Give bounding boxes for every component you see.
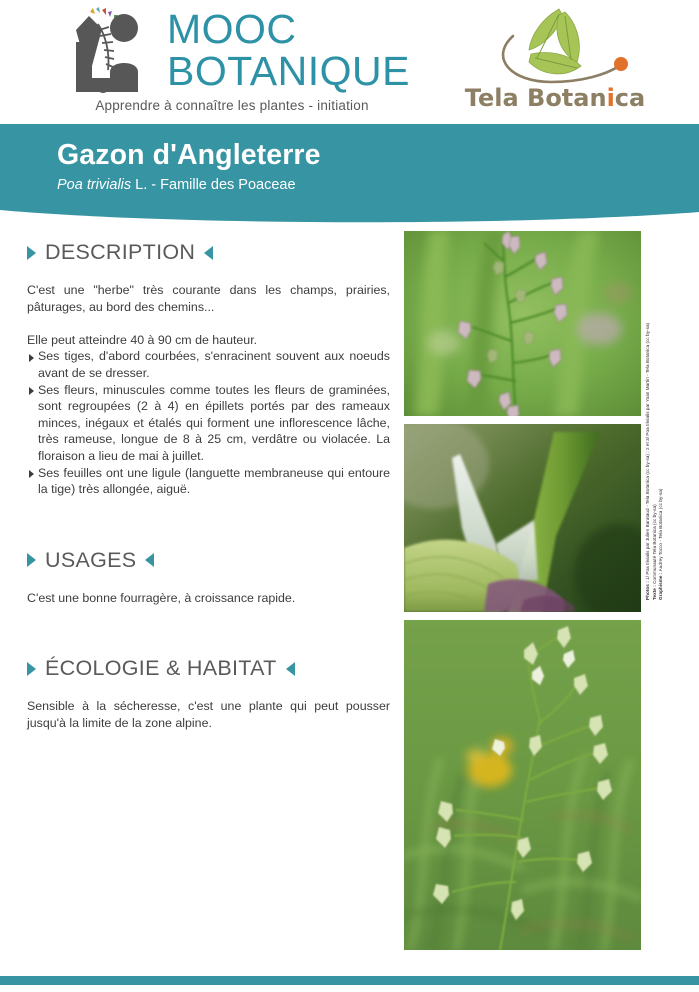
mooc-tagline: Apprendre à connaître les plantes - initiation — [95, 98, 369, 113]
section-body-ecologie-habitat — [27, 698, 390, 731]
mooc-wordmark — [167, 8, 410, 92]
credit-label-texte: Texte : — [651, 583, 657, 600]
section-usages — [27, 548, 390, 607]
photo-3-graphic — [404, 620, 641, 950]
section-description — [27, 240, 390, 498]
title-banner — [0, 124, 699, 224]
section-heading-ecologie-habitat — [27, 656, 390, 681]
arrow-left-icon — [204, 246, 213, 260]
arrow-right-icon — [27, 246, 36, 260]
paragraph: Sensible à la sécheresse, c'est une plante qui peut pousser jusqu'à la limite de la zone alpine. — [27, 699, 390, 730]
credit-line-texte — [652, 250, 659, 600]
main-content-column — [27, 240, 390, 732]
arrow-left-icon — [145, 553, 154, 567]
section-title-usages: USAGES — [45, 547, 137, 572]
section-body-usages — [27, 590, 390, 607]
page-subtitle — [57, 175, 617, 195]
tela-wordmark-accent: i — [606, 84, 615, 112]
mooc-wordmark-line1: MOOC — [167, 6, 297, 52]
tela-leaf-icon — [473, 6, 638, 88]
banner-text-block — [57, 138, 617, 195]
mooc-botanique-logo — [62, 6, 410, 118]
bullet-item: Ses feuilles ont une ligule (languette membraneuse qui entoure la tige) très allongée, aiguë. — [27, 465, 390, 498]
paragraph-spacer — [27, 315, 390, 332]
plant-photo-inflorescence — [404, 231, 641, 416]
mooc-wordmark-line2: BOTANIQUE — [167, 48, 410, 94]
credit-label-photos: Photos : — [645, 579, 650, 600]
photo-1-graphic — [404, 231, 641, 416]
section-heading-description — [27, 240, 390, 265]
section-heading-usages — [27, 548, 390, 573]
photo-credits — [645, 250, 665, 600]
section-body-description — [27, 282, 390, 498]
credit-line-photos — [645, 250, 652, 600]
credit-text-photos: 1/ Poa trivialis par Julien Barataud - Tela Botanica (cc by-sa) ; 2 et 3/ Poa trivialis par Yoan Martin - Tela Botanica (cc by-sa) — [645, 322, 650, 580]
paragraph: Elle peut atteindre 40 à 90 cm de hauteur. — [27, 332, 258, 347]
credit-label-graphisme: Graphisme : — [658, 571, 664, 600]
arrow-right-icon — [27, 662, 36, 676]
credit-text-graphisme: Audrey Tocco - Tela Botanica (cc by-sa) — [658, 488, 664, 572]
paragraph: C'est une "herbe" très courante dans les champs, prairies, pâturages, au bord des chemins... — [27, 283, 390, 314]
bullet-item: Ses tiges, d'abord courbées, s'enracinent souvent aux noeuds avant de se dresser. — [27, 348, 390, 381]
section-title-ecologie-habitat: ÉCOLOGIE & HABITAT — [45, 656, 277, 681]
section-ecologie-habitat — [27, 656, 390, 731]
paragraph: C'est une bonne fourragère, à croissance rapide. — [27, 590, 296, 605]
tela-wordmark-part2: ca — [614, 84, 646, 112]
tela-wordmark-part1: Tela Botan — [464, 84, 607, 112]
section-title-description: DESCRIPTION — [45, 240, 196, 264]
page-title: Gazon d'Angleterre — [57, 139, 321, 171]
arrow-right-icon — [27, 553, 36, 567]
plant-photo-ligule-closeup — [404, 424, 641, 612]
tela-botanica-logo — [455, 6, 655, 118]
plant-photo-whole-plant — [404, 620, 641, 950]
scientific-name: Poa trivialis — [57, 177, 132, 193]
mooc-logo-mark — [62, 6, 162, 98]
footer-bar — [0, 976, 699, 985]
photo-2-graphic — [404, 424, 641, 612]
page-header — [0, 0, 699, 124]
tela-wordmark — [455, 84, 655, 112]
credit-text-texte: Communauté Tela Botanica (cc by-sa) — [651, 504, 657, 584]
bullet-item: Ses fleurs, minuscules comme toutes les fleurs de graminées, sont regroupées (2 à 4) en épillets portés par des rameaux minces, inégaux et étalés qui forment une inflorescence lâche, très rameuse, longue de 8 à 25 cm, verdâtre ou violacée. La floraison a lieu de mai à juillet. — [27, 382, 390, 465]
authority-and-family: L. - Famille des Poaceae — [131, 177, 296, 193]
credit-line-graphisme — [658, 250, 665, 600]
arrow-left-icon — [286, 662, 295, 676]
